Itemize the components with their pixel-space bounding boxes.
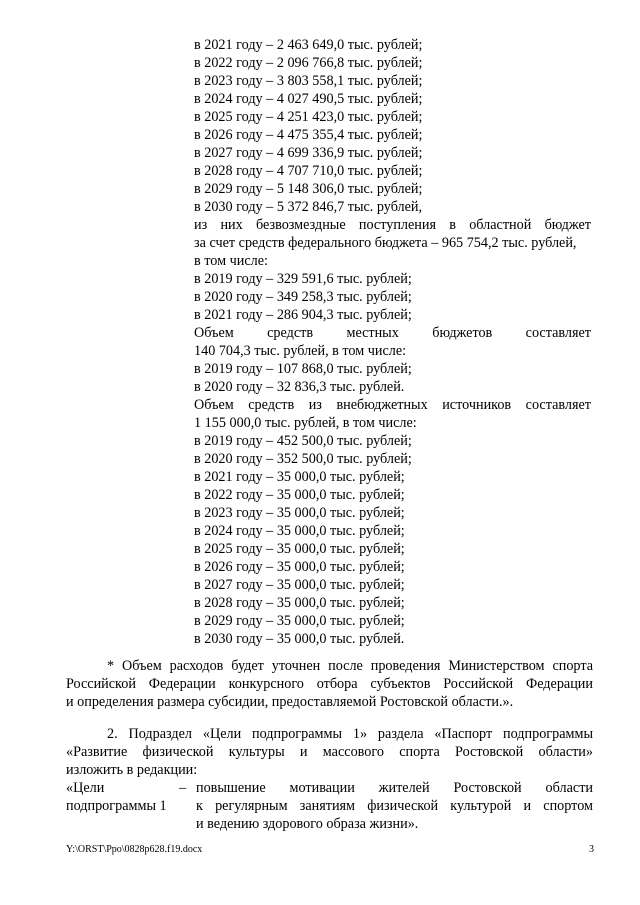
offbudget-intro: Объем средств из внебюджетных источников составляет xyxy=(194,397,591,413)
amount-line: в 2019 году – 452 500,0 тыс. рублей; xyxy=(194,433,412,449)
amount-line: в 2021 году – 2 463 649,0 тыс. рублей; xyxy=(194,37,423,53)
amount-line: в 2030 году – 5 372 846,7 тыс. рублей, xyxy=(194,199,423,215)
footnote-line: * Объем расходов будет уточнен после проведения Министерством спорта xyxy=(107,658,593,674)
amount-line: в 2026 году – 35 000,0 тыс. рублей; xyxy=(194,559,405,575)
amount-line: в 2019 году – 329 591,6 тыс. рублей; xyxy=(194,271,412,287)
amount-line: в 2024 году – 35 000,0 тыс. рублей; xyxy=(194,523,405,539)
amount-line: в 2028 году – 35 000,0 тыс. рублей; xyxy=(194,595,405,611)
amount-line: в 2028 году – 4 707 710,0 тыс. рублей; xyxy=(194,163,423,179)
federal-including: в том числе: xyxy=(194,253,268,269)
federal-total: за счет средств федерального бюджета – 965 754,2 тыс. рублей, xyxy=(194,235,577,251)
amount-line: в 2021 году – 35 000,0 тыс. рублей; xyxy=(194,469,405,485)
local-total: 140 704,3 тыс. рублей, в том числе: xyxy=(194,343,407,359)
amount-line: в 2023 году – 3 803 558,1 тыс. рублей; xyxy=(194,73,423,89)
goals-text: к регулярным занятиям физической культурой и спортом xyxy=(196,798,593,814)
page-number: 3 xyxy=(589,844,594,855)
amount-line: в 2020 году – 349 258,3 тыс. рублей; xyxy=(194,289,412,305)
amount-line: в 2022 году – 35 000,0 тыс. рублей; xyxy=(194,487,405,503)
amount-line: в 2020 году – 32 836,3 тыс. рублей. xyxy=(194,379,405,395)
local-intro: Объем средств местных бюджетов составляет xyxy=(194,325,591,341)
amount-line: в 2020 году – 352 500,0 тыс. рублей; xyxy=(194,451,412,467)
amount-line: в 2029 году – 35 000,0 тыс. рублей; xyxy=(194,613,405,629)
amount-line: в 2021 году – 286 904,3 тыс. рублей; xyxy=(194,307,412,323)
item2-line: изложить в редакции: xyxy=(66,762,198,778)
offbudget-total: 1 155 000,0 тыс. рублей, в том числе: xyxy=(194,415,417,431)
amount-line: в 2024 году – 4 027 490,5 тыс. рублей; xyxy=(194,91,423,107)
amount-line: в 2029 году – 5 148 306,0 тыс. рублей; xyxy=(194,181,423,197)
goals-label: «Цели xyxy=(66,780,105,796)
amount-line: в 2027 году – 35 000,0 тыс. рублей; xyxy=(194,577,405,593)
goals-dash: – xyxy=(179,780,187,796)
item2-line: «Развитие физической культуры и массового спорта Ростовской области» xyxy=(66,744,593,760)
federal-intro: из них безвозмездные поступления в областной бюджет xyxy=(194,217,591,233)
amount-line: в 2030 году – 35 000,0 тыс. рублей. xyxy=(194,631,405,647)
amount-line: в 2027 году – 4 699 336,9 тыс. рублей; xyxy=(194,145,423,161)
footnote-line: и определения размера субсидии, предоставляемой Ростовской области.». xyxy=(66,694,514,710)
file-path: Y:\ORST\Ppo\0828p628.f19.docx xyxy=(66,844,203,855)
footnote-line: Российской Федерации конкурсного отбора субъектов Российской Федерации xyxy=(66,676,593,692)
goals-text: повышение мотивации жителей Ростовской области xyxy=(196,780,593,796)
goals-label: подпрограммы 1 xyxy=(66,798,167,814)
amount-line: в 2023 году – 35 000,0 тыс. рублей; xyxy=(194,505,405,521)
item2-line: 2. Подраздел «Цели подпрограммы 1» раздела «Паспорт подпрограммы xyxy=(107,726,593,742)
amount-line: в 2026 году – 4 475 355,4 тыс. рублей; xyxy=(194,127,423,143)
amount-line: в 2025 году – 35 000,0 тыс. рублей; xyxy=(194,541,405,557)
goals-text: и ведению здорового образа жизни». xyxy=(196,816,419,832)
amount-line: в 2022 году – 2 096 766,8 тыс. рублей; xyxy=(194,55,423,71)
amount-line: в 2025 году – 4 251 423,0 тыс. рублей; xyxy=(194,109,423,125)
amount-line: в 2019 году – 107 868,0 тыс. рублей; xyxy=(194,361,412,377)
